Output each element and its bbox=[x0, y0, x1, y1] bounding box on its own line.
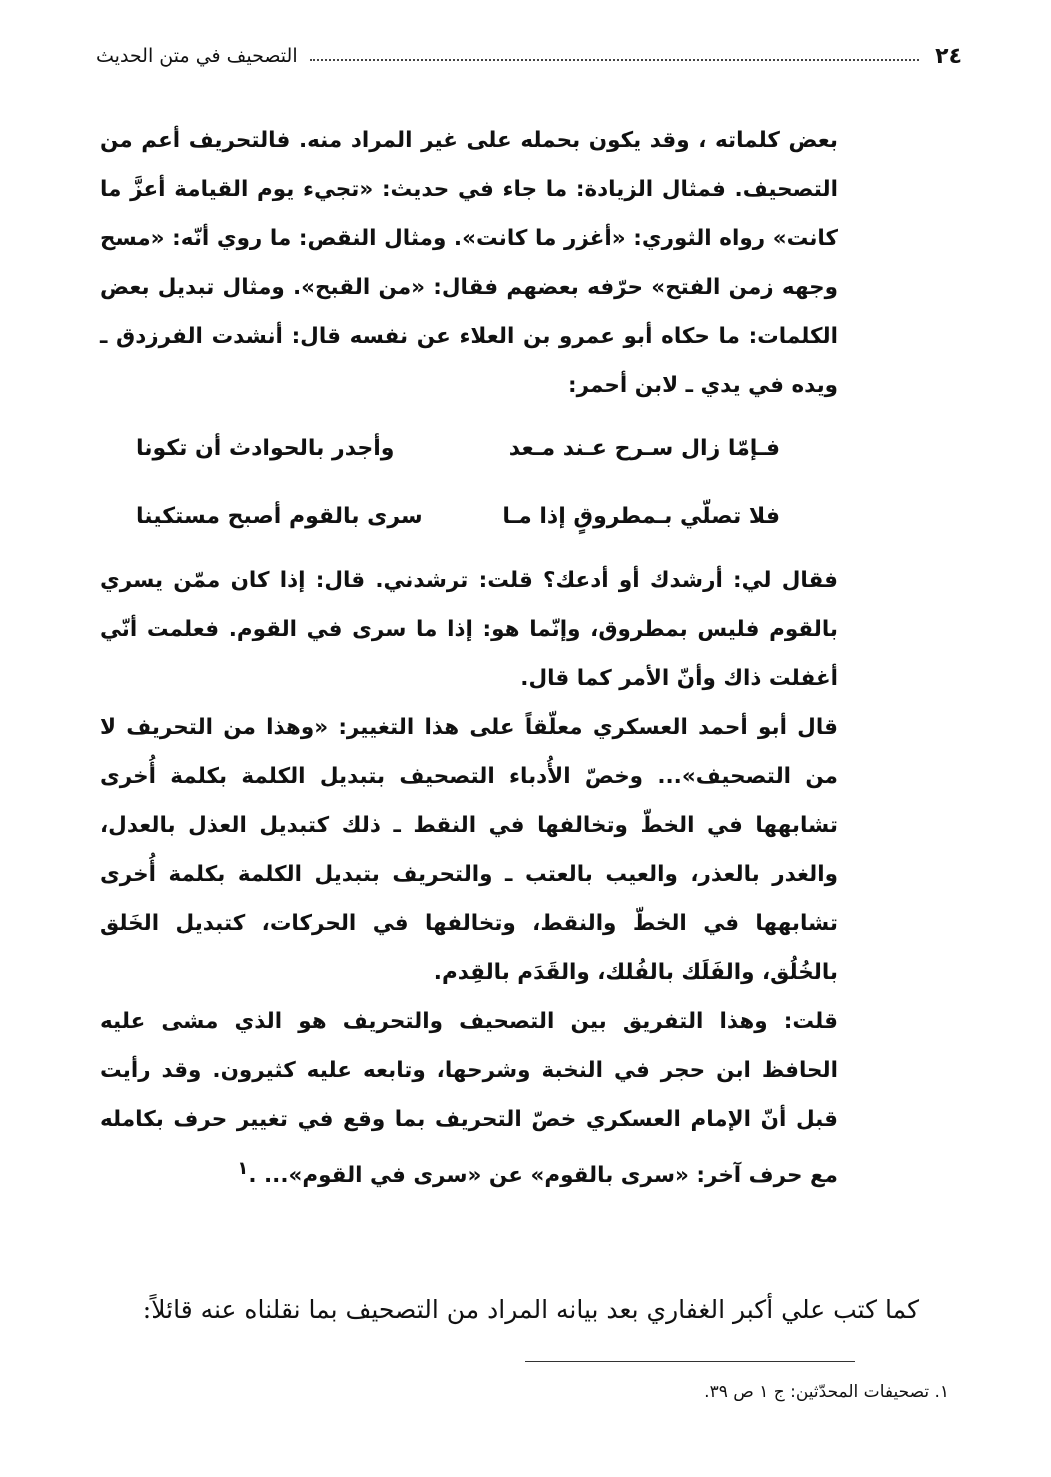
running-title: التصحيف في متن الحديث bbox=[96, 45, 298, 67]
verse-1-first-hemistich: فـإمّا زال سـرح عـند مـعد bbox=[508, 435, 780, 461]
quote-p1-c: فمثال الزيادة: ما جاء في حديث: «تجيء يوم القيامة أعزَّ ما كانت» رواه الثوري: «أغزر ما كانت». ومثال النقص: ما روي أنّه: «مسح وجهه زمن الفتح» حرّفه بعضهم فقال: «من القبح». ومثال تبديل بعض الكلمات: ما حكاه أبو عمرو بن العلاء عن نفسه قال: أنشدت الفرزدق ـ ويده في يدي ـ لابن أحمر: bbox=[100, 177, 838, 398]
verse-line-1 bbox=[100, 414, 838, 482]
poem-verses bbox=[100, 414, 838, 550]
running-header bbox=[96, 36, 962, 76]
verse-2-second-hemistich: سرى بالقوم أصبح مستكينا bbox=[136, 503, 423, 529]
body-paragraph: كما كتب علي أكبر الغفاري بعد بيانه المراد من التصحيف بما نقلناه عنه قائلاً: bbox=[142, 1295, 919, 1324]
footnote-reference[interactable]: ١ bbox=[237, 1158, 249, 1179]
quote-p3-b: «وهذا من التحريف لا من التصحيف» bbox=[100, 715, 838, 789]
quote-paragraph-2: فقال لي: أرشدك أو أدعك؟ قلت: ترشدني. قال: إذا كان ممّن يسري بالقوم فليس بمطروق، وإنّما هو: إذا ما سرى في القوم. فعلمت أنّي أغفلت ذاك وأنّ الأمر كما قال. bbox=[100, 568, 838, 691]
verse-2-first-hemistich: فلا تصلّي بـمطروقٍ إذا مـا bbox=[502, 503, 780, 529]
header-dot-leader bbox=[310, 51, 920, 61]
quote-paragraph-1 bbox=[100, 116, 838, 410]
quote-paragraph-4 bbox=[100, 997, 838, 1200]
verse-1-second-hemistich: وأجدر بالحوادث أن تكونا bbox=[136, 435, 395, 461]
quote-p3-c: ... وخصّ الأُدباء التصحيف بتبديل الكلمة بكلمة أُخرى تشابهها في الخطّ وتخالفها في النقط ـ ذلك كتبديل العذل بالعدل، والغدر بالعذر، والعيب بالعتب ـ والتحريف بتبديل الكلمة بكلمة أُخرى تشابهها في الخطّ والنقط، وتخالفها في الحركات، كتبديل الخَلق بالخُلُق، والفَلَك بالفُلك، والقَدَم بالقِدم. bbox=[100, 764, 838, 985]
quote-paragraph-3 bbox=[100, 703, 838, 997]
quote-p1-a: بعض كلماته ، وقد يكون بحمله على غير المراد منه. bbox=[290, 128, 839, 153]
page-number: ٢٤ bbox=[935, 43, 962, 69]
footnote-separator bbox=[525, 1361, 855, 1362]
footnote: ١. تصحيفات المحدّثين: ج ١ ص ٣٩. bbox=[704, 1382, 949, 1402]
quote-p3-a: قال أبو أحمد العسكري معلّقاً على هذا التغيير: bbox=[328, 715, 838, 740]
quoted-passage bbox=[100, 116, 838, 1200]
quote-p1-b: فالتحريف أعم من التصحيف. bbox=[100, 128, 838, 202]
verse-line-2 bbox=[100, 482, 838, 550]
quote-p4-text: قلت: وهذا التفريق بين التصحيف والتحريف هو الذي مشى عليه الحافظ ابن حجر في النخبة وشرحها، وتابعه عليه كثيرون. وقد رأيت قبل أنّ الإمام العسكري خصّ التحريف بما وقع في تغيير حرف بكامله مع حرف آخر: «سرى بالقوم» عن «سرى في القوم»... . bbox=[100, 1009, 838, 1189]
